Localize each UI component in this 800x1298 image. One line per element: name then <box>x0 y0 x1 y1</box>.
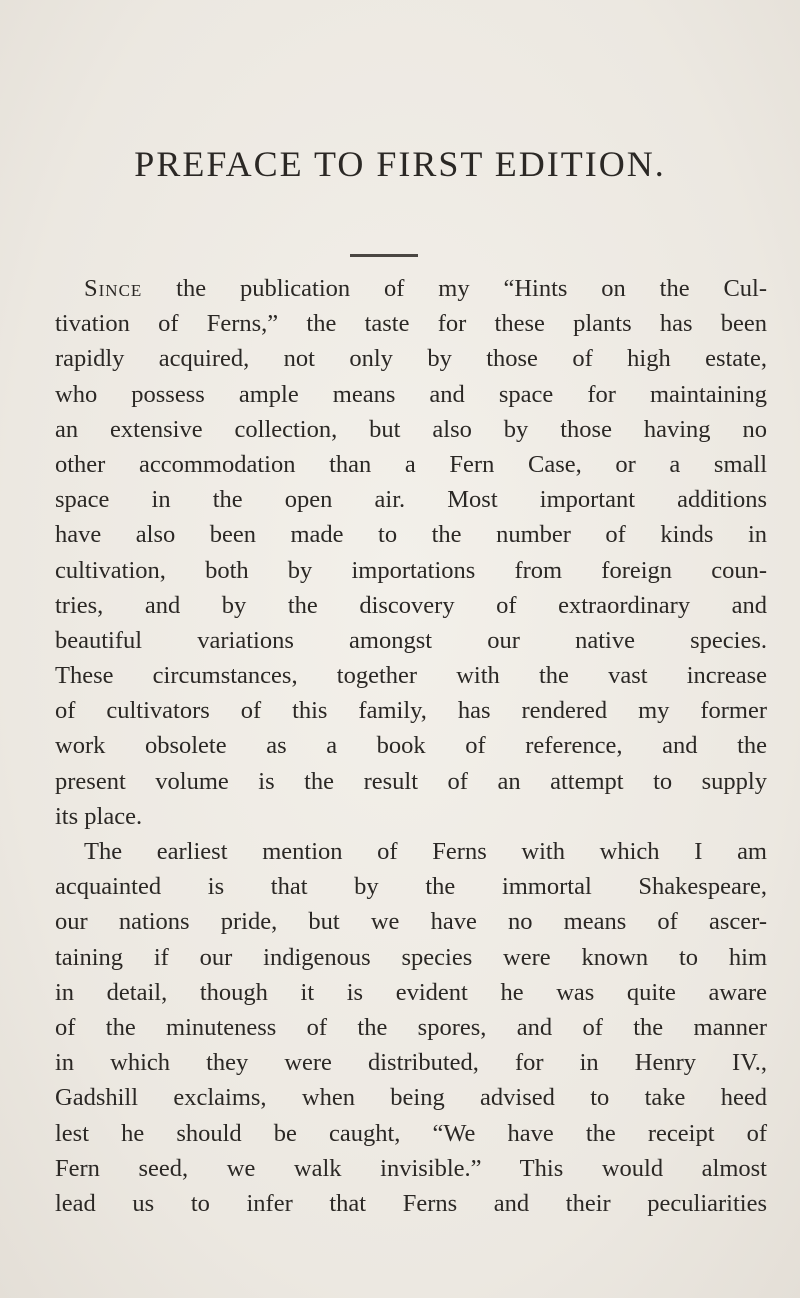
preface-body <box>55 271 767 1221</box>
text-line: The earliest mention of Ferns with which I am <box>84 838 767 865</box>
text-line: other accommodation than a Fern Case, or a small <box>55 450 767 478</box>
text-line: of cultivators of this family, has rendered my former <box>55 697 767 725</box>
text-line: tivation of Ferns,” the taste for these plants has been <box>55 310 767 338</box>
text-line: who possess ample means and space for maintaining <box>55 380 767 408</box>
text-line: Fern seed, we walk invisible.” This would almost <box>55 1154 767 1182</box>
page-title: PREFACE TO FIRST EDITION. <box>134 144 666 184</box>
text-line: of the minuteness of the spores, and of the manner <box>55 1013 767 1041</box>
text-line: in which they were distributed, for in Henry IV., <box>55 1049 767 1077</box>
text-line: our nations pride, but we have no means of ascer- <box>55 908 767 936</box>
opening-word: Since <box>84 275 143 302</box>
text-line: rapidly acquired, not only by those of high estate, <box>55 345 767 373</box>
text-line: cultivation, both by importations from foreign coun- <box>55 556 767 584</box>
text-line <box>55 271 767 306</box>
text-line: These circumstances, together with the vast increase <box>55 662 767 690</box>
text-line: its place. <box>55 802 143 830</box>
text-line: taining if our indigenous species were known to him <box>55 943 767 971</box>
text-line: present volume is the result of an attempt to supply <box>55 767 767 795</box>
text-line: Gadshill exclaims, when being advised to take heed <box>55 1084 767 1112</box>
text-line: an extensive collection, but also by those having no <box>55 415 767 443</box>
text-line: in detail, though it is evident he was quite aware <box>55 978 767 1006</box>
text-line: lest he should be caught, “We have the receipt of <box>55 1119 767 1147</box>
text-line-rest: the publication of my “Hints on the Cul- <box>142 275 767 302</box>
text-line: work obsolete as a book of reference, and the <box>55 732 767 760</box>
text-line: beautiful variations amongst our native species. <box>55 626 767 654</box>
text-line: space in the open air. Most important additions <box>55 486 767 514</box>
text-line: acquainted is that by the immortal Shakespeare, <box>55 873 767 901</box>
text-line: have also been made to the number of kinds in <box>55 521 767 549</box>
heading-divider <box>350 254 418 257</box>
text-line: lead us to infer that Ferns and their peculiarities <box>55 1189 767 1217</box>
text-line: tries, and by the discovery of extraordinary and <box>55 591 767 619</box>
